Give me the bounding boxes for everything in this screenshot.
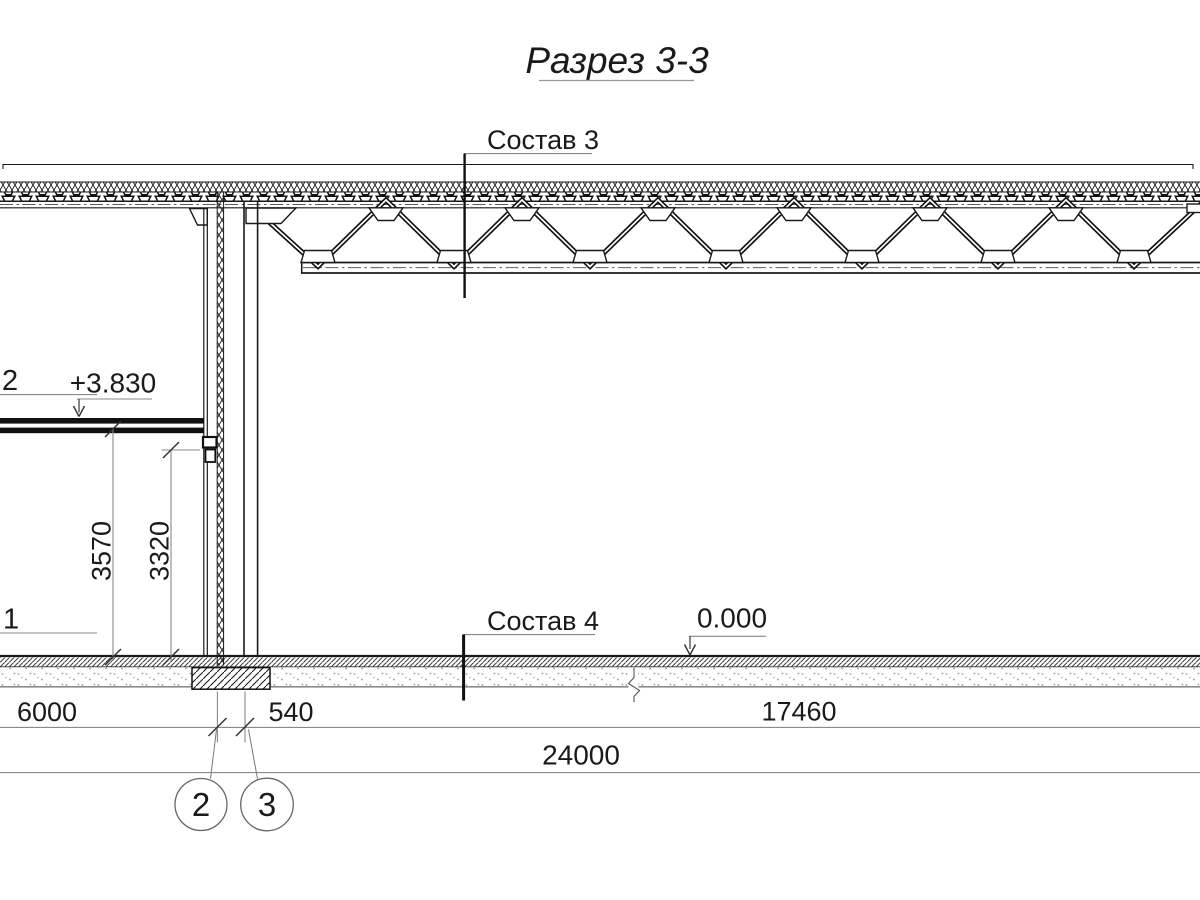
- dim-value-6000: 6000: [16, 697, 78, 727]
- dim-value-vertical-1: 3570: [86, 520, 117, 582]
- callout-left-lower-label: 1: [3, 603, 20, 636]
- roof-top-edge-line: [3, 165, 1193, 170]
- dim-value-17460: 17460: [761, 696, 837, 727]
- slab-hatch-band: [0, 657, 1200, 666]
- grid-axis-2: [175, 730, 227, 831]
- foundation-block: [192, 668, 270, 690]
- elevation-ground-value: 0.000: [696, 602, 768, 634]
- beam-haunch: [190, 209, 208, 226]
- column-axis-3: [244, 201, 258, 656]
- column-top-gusset: [246, 208, 296, 224]
- dim-value-vertical-2: 3320: [144, 520, 175, 582]
- roof-insulation-hatch-band: [0, 182, 1200, 192]
- vertical-dimension-3570: [87, 421, 122, 665]
- grid-axis-2-label: 2: [191, 786, 211, 823]
- grid-axis-3: [241, 730, 294, 831]
- callout-left-lower: [0, 604, 97, 636]
- beam-seat-plate: [203, 437, 217, 448]
- callout-roof-label: Состав 3: [487, 125, 599, 155]
- elevation-upper: [70, 368, 156, 417]
- dim-value-540: 540: [268, 697, 314, 727]
- grid-axis-3-label: 3: [257, 786, 277, 823]
- profiled-decking-band: [0, 193, 1200, 202]
- beam-seat-block: [206, 450, 216, 463]
- elevation-ground: [685, 603, 768, 656]
- truss-cut-end: [1187, 204, 1200, 213]
- elevation-upper-value: +3.830: [69, 367, 157, 399]
- vertical-dimension-3320: [145, 442, 201, 665]
- page-title: Разрез 3-3: [525, 40, 709, 81]
- ground-slab: [0, 656, 1200, 702]
- dim-value-24000: 24000: [542, 739, 620, 771]
- roof-truss: [246, 200, 1200, 273]
- callout-floor-label: Состав 4: [487, 606, 599, 636]
- wall-insulation-hatch: [217, 193, 223, 666]
- truss-bottom-chord: [301, 263, 1200, 274]
- truss-gusset-plates: [246, 204, 1200, 263]
- title-block: [525, 40, 709, 81]
- horizontal-dimensions: [0, 692, 1200, 773]
- roof-deck: [0, 165, 1200, 208]
- callout-left-upper-label: 2: [2, 365, 19, 397]
- slab-bedding-band: [0, 667, 1200, 687]
- floor-slab: [0, 418, 217, 462]
